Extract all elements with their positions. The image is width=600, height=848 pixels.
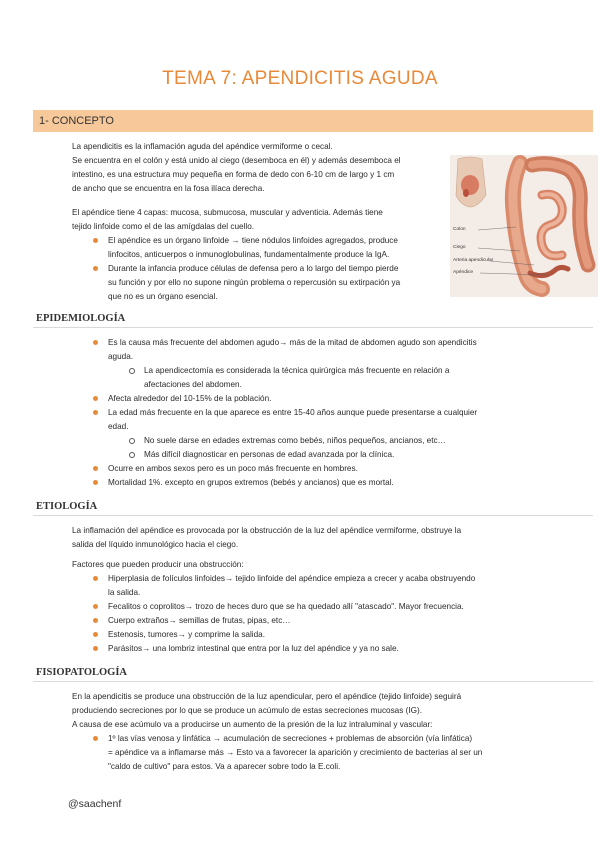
bullet-icon bbox=[93, 736, 98, 741]
figure-label-ciego: Ciego bbox=[453, 245, 466, 250]
list-item-continuation: linfocitos, anticuerpos o inmunoglobulinas, fundamentalmente produce la IgA. bbox=[108, 250, 390, 259]
sub-list-item bbox=[144, 434, 446, 448]
list-item bbox=[108, 572, 475, 586]
bullet-icon bbox=[93, 466, 98, 471]
concepto-p3a: El apéndice tiene 4 capas: mucosa, submucosa, muscular y adventicia. Además tiene bbox=[72, 208, 383, 217]
anatomy-drawing bbox=[450, 155, 598, 297]
concepto-p1: La apendicitis es la inflamación aguda del apéndice vermiforme o cecal. bbox=[72, 142, 333, 151]
list-item-text: Mortalidad 1%. excepto en grupos extremos (bebés y ancianos) que es mortal. bbox=[108, 478, 394, 487]
list-item-continuation: su función y por ello no supone ningún problema o repercusión su extirpación ya bbox=[108, 278, 401, 287]
sub-list-item bbox=[144, 364, 449, 378]
bullet-icon bbox=[93, 480, 98, 485]
sub-bullet-icon bbox=[129, 368, 135, 374]
list-item-text: Más difícil diagnosticar en personas de edad avanzada por la clínica. bbox=[144, 450, 395, 459]
concepto-p2c: de ancho que se encuentra en la fosa ilíaca derecha. bbox=[72, 184, 265, 193]
list-item-text: La apendicectomía es considerada la técnica quirúrgica más frecuente en relación a bbox=[144, 366, 450, 375]
etiologia-p1a: La inflamación del apéndice es provocada por la obstrucción de la luz del apéndice vermiforme, obstruye la bbox=[72, 526, 462, 535]
etiologia-p1b: salida del líquido inmunológico hacia el ciego. bbox=[72, 540, 239, 549]
list-item bbox=[108, 406, 477, 420]
list-item bbox=[108, 234, 398, 248]
bullet-icon bbox=[93, 340, 98, 345]
sub-bullet-icon bbox=[129, 452, 135, 458]
section-header-etiologia: ETIOLOGÍA bbox=[33, 496, 593, 516]
bullet-icon bbox=[93, 410, 98, 415]
list-item-text: Fecalitos o coprolitos→ trozo de heces duro que se ha quedado allí "atascado". Mayor frecuencia. bbox=[108, 602, 464, 611]
bullet-icon bbox=[93, 576, 98, 581]
etiologia-p2: Factores que pueden producir una obstrucción: bbox=[72, 560, 244, 569]
bullet-icon bbox=[93, 604, 98, 609]
list-item-continuation: la salida. bbox=[108, 588, 141, 597]
figure-label-apendice: Apéndice bbox=[453, 270, 474, 275]
bullet-icon bbox=[93, 266, 98, 271]
bullet-icon bbox=[93, 646, 98, 651]
list-item bbox=[108, 392, 271, 406]
bullet-icon bbox=[93, 618, 98, 623]
list-item bbox=[108, 732, 472, 746]
list-item-text: Estenosis, tumores→ y comprime la salida. bbox=[108, 630, 265, 639]
list-item-text: Parásitos→ una lombriz intestinal que entra por la luz del apéndice y ya no sale. bbox=[108, 644, 399, 653]
figure-label-arteria: Arteria apendicular bbox=[453, 258, 494, 263]
list-item bbox=[108, 628, 265, 642]
sub-list-item bbox=[144, 448, 394, 462]
fisiopatologia-p1a: En la apendicitis se produce una obstrucción de la luz apendicular, pero el apéndice (tejido linfoide) seguirá bbox=[72, 692, 462, 701]
list-item-text: Es la causa más frecuente del abdomen agudo→ más de la mitad de abdomen agudo son apendicitis bbox=[108, 338, 477, 347]
list-item-continuation: edad. bbox=[108, 422, 129, 431]
list-item-text: 1º las vías venosa y linfática → acumulación de secreciones + problemas de absorción (vía linfática) bbox=[108, 734, 473, 743]
list-item-continuation: aguda. bbox=[108, 352, 134, 361]
list-item bbox=[108, 642, 399, 656]
list-item-text: Afecta alrededor del 10-15% de la población. bbox=[108, 394, 272, 403]
list-item bbox=[108, 262, 398, 276]
section-header-epidemiologia: EPIDEMIOLOGÍA bbox=[33, 308, 593, 328]
list-item-continuation: afectaciones del abdomen. bbox=[144, 380, 242, 389]
list-item-continuation: que no es un órgano esencial. bbox=[108, 292, 218, 301]
bullet-icon bbox=[93, 396, 98, 401]
list-item-continuation: "caldo de cultivo" para estos. Va a aparecer sobre todo la E.coli. bbox=[108, 762, 341, 771]
page-title: TEMA 7: APENDICITIS AGUDA bbox=[162, 68, 438, 89]
appendix-anatomy-illustration bbox=[450, 155, 598, 297]
bullet-icon bbox=[93, 632, 98, 637]
list-item-text: Durante la infancia produce células de defensa pero a lo largo del tiempo pierde bbox=[108, 264, 399, 273]
list-item-continuation: = apéndice va a inflamarse más → Esto va a favorecer la aparición y crecimiento de bacterias al ser un bbox=[108, 748, 483, 757]
concepto-p2b: intestino, es una estructura muy pequeña en forma de dedo con 6-10 cm de largo y 1 cm bbox=[72, 170, 395, 179]
bullet-icon bbox=[93, 238, 98, 243]
list-item-text: Hiperplasia de folículos linfoides→ tejido linfoide del apéndice empieza a crecer y acaba obstruyendo bbox=[108, 574, 476, 583]
section-header-concepto: 1- CONCEPTO bbox=[33, 110, 593, 132]
concepto-p3b: tejido linfoide como el de las amígdalas del cuello. bbox=[72, 222, 255, 231]
list-item bbox=[108, 336, 477, 350]
list-item bbox=[108, 600, 464, 614]
list-item-text: No suele darse en edades extremas como bebés, niños pequeños, ancianos, etc… bbox=[144, 436, 446, 445]
list-item bbox=[108, 614, 290, 628]
figure-label-colon: Colon bbox=[453, 227, 466, 232]
concepto-p2a: Se encuentra en el colón y está unido al ciego (desemboca en él) y además desemboca el bbox=[72, 156, 401, 165]
author-handle: @saachenf bbox=[68, 798, 122, 810]
list-item-text: El apéndice es un órgano linfoide → tiene nódulos linfoides agregados, produce bbox=[108, 236, 398, 245]
fisiopatologia-p2: A causa de ese acúmulo va a producirse un aumento de la presión de la luz intraluminal y vascular: bbox=[72, 720, 433, 729]
list-item bbox=[108, 462, 358, 476]
sub-bullet-icon bbox=[129, 438, 135, 444]
list-item-text: Ocurre en ambos sexos pero es un poco más frecuente en hombres. bbox=[108, 464, 358, 473]
fisiopatologia-p1b: produciendo secreciones por lo que se produce un acúmulo de estas secreciones mucosas (IG). bbox=[72, 706, 422, 715]
list-item bbox=[108, 476, 394, 490]
section-header-fisiopatologia: FISIOPATOLOGÍA bbox=[33, 662, 593, 682]
list-item-text: Cuerpo extraños→ semillas de frutas, pipas, etc… bbox=[108, 616, 291, 625]
list-item-text: La edad más frecuente en la que aparece es entre 15-40 años aunque puede presentarse a cualquier bbox=[108, 408, 478, 417]
